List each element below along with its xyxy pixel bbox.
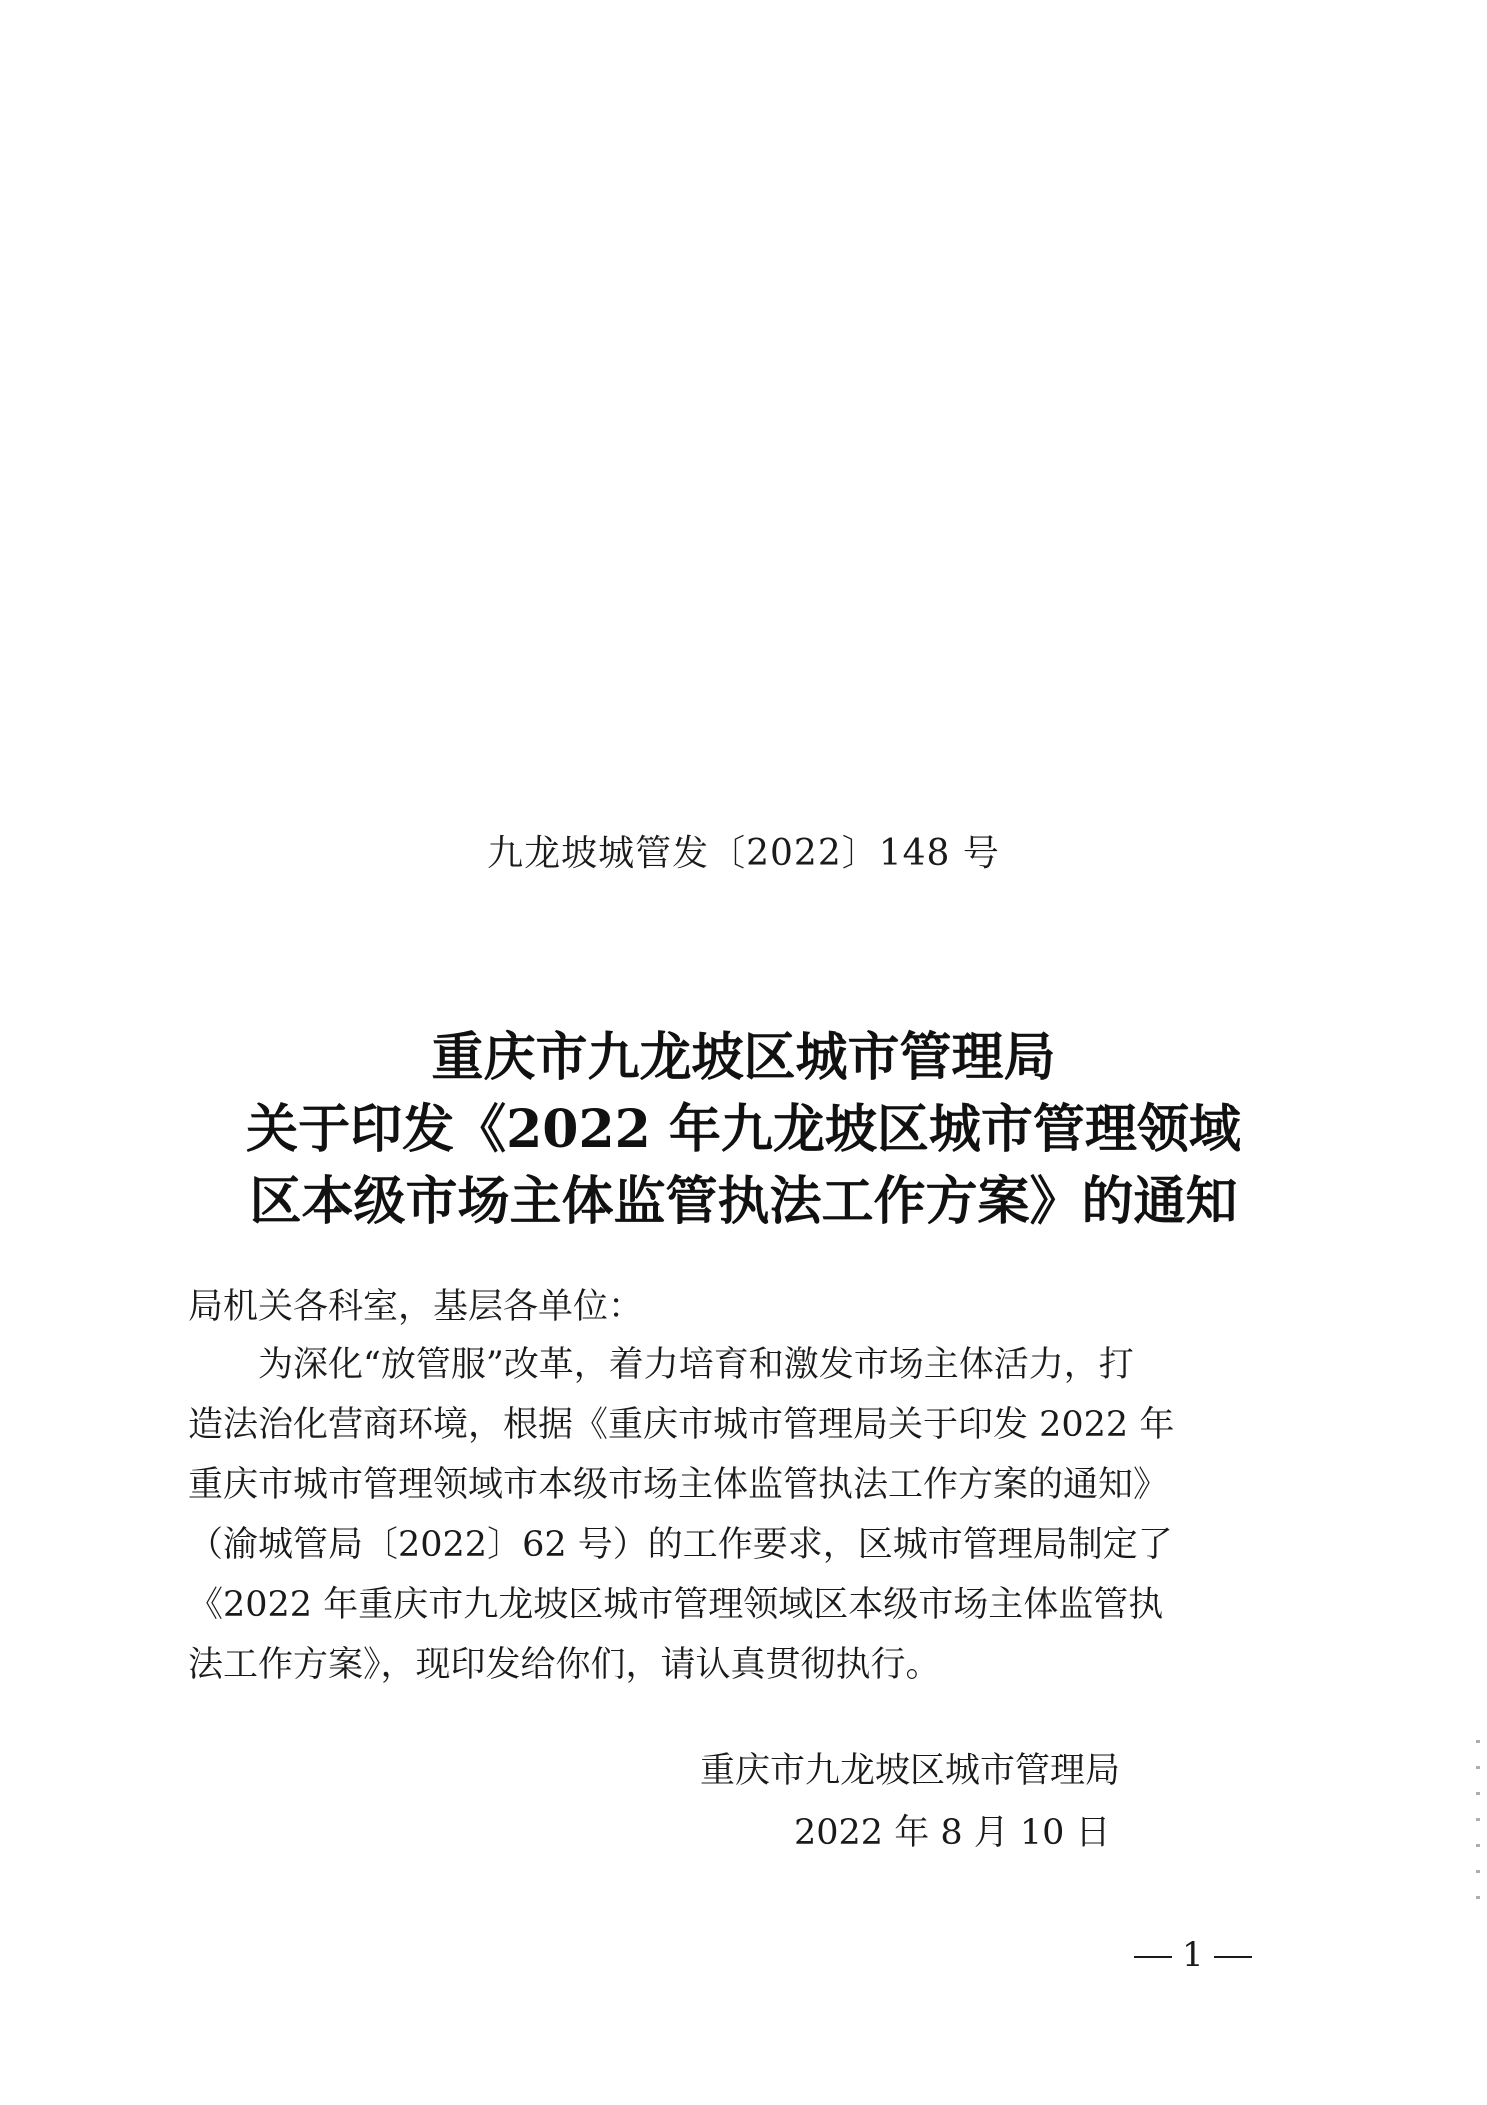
document-number: 九龙坡城管发〔2022〕148 号 [487, 833, 1000, 874]
salutation: 局机关各科室，基层各单位： [188, 1287, 644, 1327]
body-line-2: 造法治化营商环境，根据《重庆市城市管理局关于印发 2022 年 [188, 1405, 1175, 1445]
issuer-signature: 重庆市九龙坡区城市管理局 [700, 1751, 1121, 1791]
body-line-6: 法工作方案》，现印发给你们，请认真贯彻执行。 [188, 1645, 941, 1685]
title-line-1: 重庆市九龙坡区城市管理局 [431, 1027, 1056, 1088]
body-line-3: 重庆市城市管理领域市本级市场主体监管执法工作方案的通知》 [188, 1465, 1169, 1505]
page-number: 1 [1182, 1935, 1204, 1975]
dash-right [1214, 1956, 1252, 1958]
title-line-3: 区本级市场主体监管执法工作方案》的通知 [249, 1171, 1238, 1232]
issue-date: 2022 年 8 月 10 日 [794, 1813, 1111, 1853]
body-line-5: 《2022 年重庆市九龙坡区城市管理领域区本级市场主体监管执 [188, 1585, 1164, 1625]
document-title [0, 1022, 1487, 1238]
body-paragraph [188, 1335, 1288, 1695]
binding-margin-marks [1476, 1740, 1480, 1900]
page-number-footer [1124, 1935, 1262, 1975]
title-line-2: 关于印发《2022 年九龙坡区城市管理领域 [246, 1099, 1241, 1160]
body-line-4: （渝城管局〔2022〕62 号）的工作要求，区城市管理局制定了 [188, 1525, 1173, 1565]
body-line-1: 为深化“放管服”改革，着力培育和激发市场主体活力，打 [258, 1345, 1134, 1385]
dash-left [1134, 1956, 1172, 1958]
